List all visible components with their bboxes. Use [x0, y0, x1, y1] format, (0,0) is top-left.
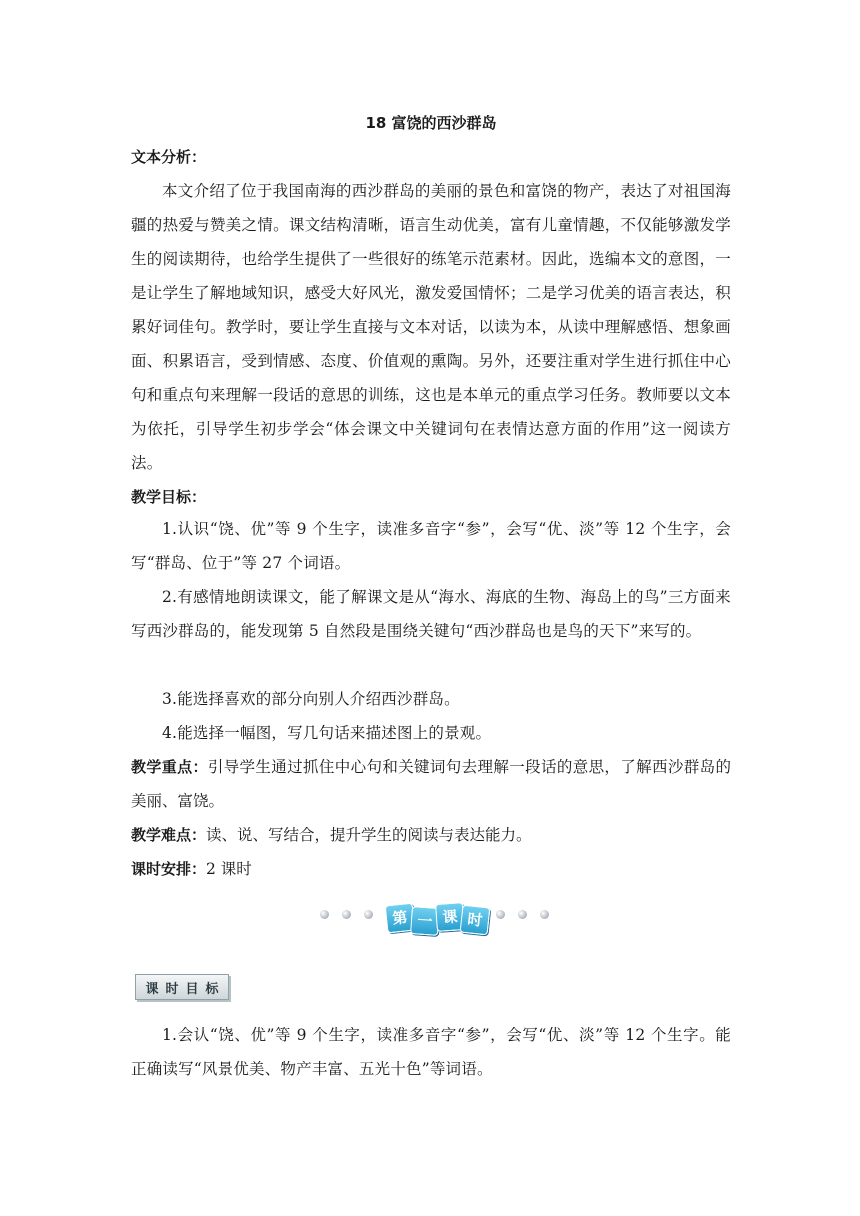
banner-dot [320, 910, 329, 919]
difficulty [131, 818, 731, 852]
banner-tile: 第 [385, 903, 416, 934]
goal-item-1: 1.认识“饶、优”等 9 个生字，读准多音字“参”，会写“优、淡”等 12 个生字，会写“群岛、位于”等 27 个词语。 [131, 520, 731, 572]
page-title: 18 富饶的西沙群岛 [365, 114, 497, 132]
goal-item-3: 3.能选择喜欢的部分向别人介绍西沙群岛。 [162, 690, 460, 708]
banner-dot [342, 910, 351, 919]
tag-char: 目 [185, 981, 199, 997]
schedule-text: 2 课时 [206, 860, 252, 878]
banner-dot [540, 910, 549, 919]
banner-tile: 一 [410, 906, 440, 936]
tag-char: 标 [205, 981, 219, 997]
analysis-paragraph: 本文介绍了位于我国南海的西沙群岛的美丽的景色和富饶的物产，表达了对祖国海疆的热爱与赞美之情。课文结构清晰，语言生动优美，富有儿童情趣，不仅能够激发学生的阅读期待，也给学生提供了一些很好的练笔示范素材。因此，选编本文的意图，一是让学生了解地域知识，感受大好风光，激发爱国情怀；二是学习优美的语言表达，积累好词佳句。教学时，要让学生直接与文本对话，以读为本，从读中理解感悟、想象画面、积累语言，受到情感、态度、价值观的熏陶。另外，还要注重对学生进行抓住中心句和重点句来理解一段话的意思的训练，这也是本单元的重点学习任务。教师要以文本为依托，引导学生初步学会“体会课文中关键词句在表情达意方面的作用”这一阅读方法。 [131, 182, 731, 472]
tag-char: 课 [145, 981, 159, 997]
banner-dot [518, 910, 527, 919]
schedule [131, 852, 731, 886]
analysis-heading: 文本分析： [131, 148, 207, 166]
banner-tile: 时 [460, 905, 491, 936]
schedule-label: 课时安排： [131, 860, 207, 878]
goals-heading: 教学目标： [131, 488, 207, 506]
lesson-banner [320, 898, 550, 938]
banner-dot [496, 910, 505, 919]
goal-item-2: 2.有感情地朗读课文，能了解课文是从“海水、海底的生物、海岛上的鸟”三方面来写西沙群岛的，能发现第 5 自然段是围绕关键句“西沙群岛也是鸟的天下”来写的。 [131, 588, 731, 640]
tag-char: 时 [165, 981, 179, 997]
banner-tile: 课 [435, 902, 465, 932]
lesson-goals-tag [135, 974, 229, 1000]
banner-dot [364, 910, 373, 919]
key-point-text: 引导学生通过抓住中心句和关键词句去理解一段话的意思，了解西沙群岛的美丽、富饶。 [131, 758, 731, 810]
difficulty-text: 读、说、写结合，提升学生的阅读与表达能力。 [206, 826, 532, 844]
goal-item-4: 4.能选择一幅图，写几句话来描述图上的景观。 [162, 724, 492, 742]
difficulty-label: 教学难点： [131, 826, 207, 844]
lesson-goal-item-1: 1.会认“饶、优”等 9 个生字，读准多音字“参”，会写“优、淡”等 12 个生字。能正确读写“风景优美、物产丰富、五光十色”等词语。 [131, 1026, 731, 1078]
key-point [131, 750, 731, 818]
key-point-label: 教学重点： [131, 758, 208, 776]
